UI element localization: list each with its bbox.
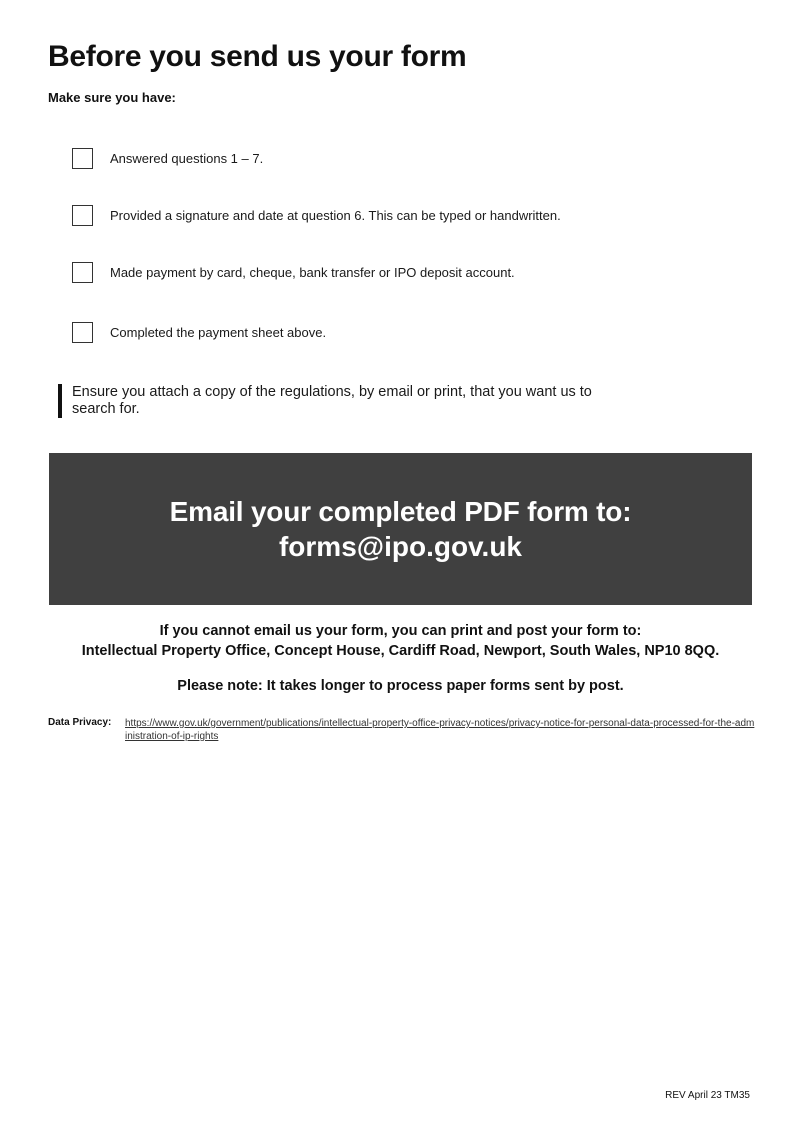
checklist-item-label: Provided a signature and date at question 6. This can be typed or handwritten.: [110, 207, 561, 223]
checklist-item: [72, 320, 326, 344]
checklist-heading: Make sure you have:: [48, 90, 176, 105]
email-address-link[interactable]: forms@ipo.gov.uk: [278, 531, 523, 562]
attachment-note: Ensure you attach a copy of the regulations, by email or print, that you want us to search for.: [58, 384, 632, 418]
checkbox-signature-date[interactable]: [72, 205, 93, 226]
postal-processing-note: Please note: It takes longer to process paper forms sent by post.: [177, 678, 624, 694]
revision-reference: REV April 23 TM35: [665, 1090, 750, 1101]
data-privacy-label: Data Privacy:: [48, 717, 112, 728]
postal-instructions-intro: If you cannot email us your form, you can print and post your form to:: [159, 623, 642, 639]
postal-address: Intellectual Property Office, Concept House, Cardiff Road, Newport, South Wales, NP10 8QQ.: [81, 643, 720, 659]
data-privacy-link[interactable]: https://www.gov.uk/government/publications/intellectual-property-office-privacy-notices/privacy-notice-for-personal-data-processed-for-the-administration-of-ip-rights: [125, 718, 755, 742]
checklist-item: [72, 203, 561, 227]
page-title: Before you send us your form: [48, 40, 467, 73]
checklist-item-label: Made payment by card, cheque, bank transfer or IPO deposit account.: [110, 264, 515, 280]
checkbox-payment-sheet[interactable]: [72, 322, 93, 343]
checklist-item-label: Completed the payment sheet above.: [110, 324, 327, 340]
email-panel: [49, 453, 752, 605]
checklist-item-label: Answered questions 1 – 7.: [110, 150, 264, 166]
checkbox-payment[interactable]: [72, 262, 93, 283]
checklist-item: [72, 146, 263, 170]
checklist-item: [72, 260, 515, 284]
checkbox-answered-questions[interactable]: [72, 148, 93, 169]
email-panel-heading: Email your completed PDF form to:: [169, 496, 632, 527]
postal-instructions: [49, 621, 752, 661]
